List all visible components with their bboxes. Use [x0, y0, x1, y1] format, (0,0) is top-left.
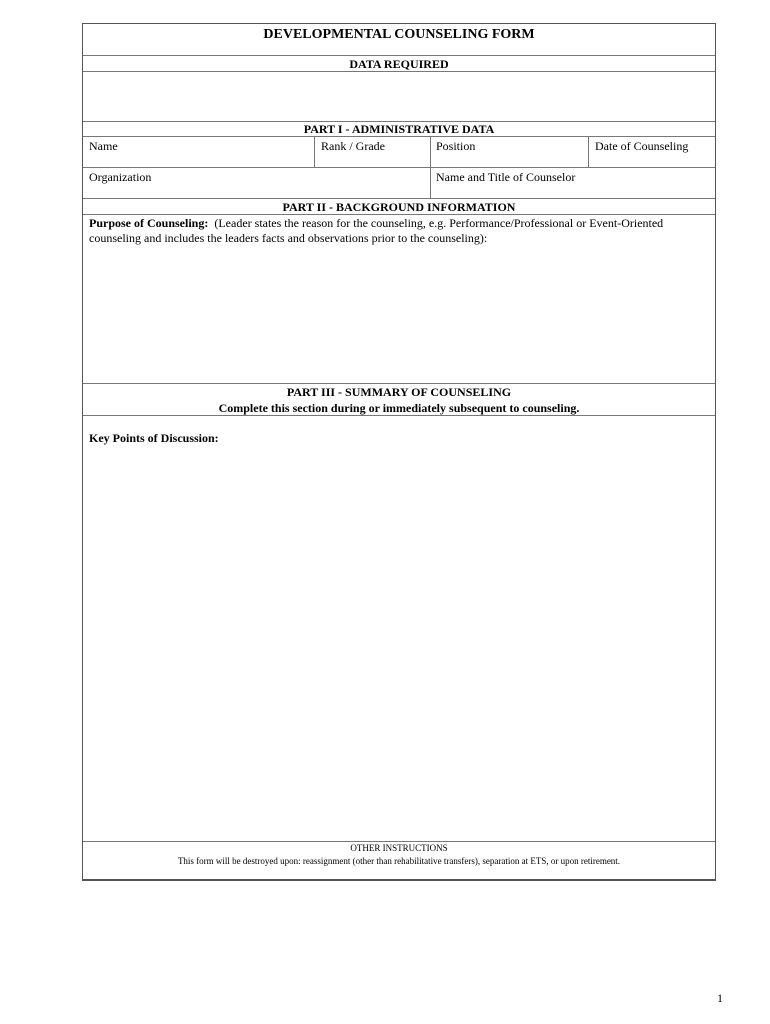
- column-divider: [588, 136, 589, 167]
- purpose-label: Purpose of Counseling:: [89, 216, 209, 230]
- counseling-form: [82, 23, 716, 881]
- divider: [83, 841, 715, 842]
- divider: [83, 167, 715, 168]
- divider: [83, 415, 715, 416]
- rank-grade-label: Rank / Grade: [321, 139, 385, 153]
- name-label: Name: [89, 139, 118, 153]
- page-number: 1: [717, 991, 723, 1005]
- part1-heading: PART I - ADMINISTRATIVE DATA: [303, 122, 495, 136]
- divider: [83, 198, 715, 199]
- divider: [83, 214, 715, 215]
- form-title: DEVELOPMENTAL COUNSELING FORM: [263, 27, 535, 42]
- data-required-heading: DATA REQUIRED: [349, 57, 449, 71]
- date-of-counseling-label: Date of Counseling: [595, 139, 689, 153]
- organization-label: Organization: [89, 170, 152, 184]
- divider: [83, 383, 715, 384]
- part3-heading: PART III - SUMMARY OF COUNSELING: [286, 385, 512, 399]
- divider: [83, 136, 715, 137]
- key-points-label: Key Points of Discussion:: [89, 431, 219, 445]
- position-label: Position: [436, 139, 476, 153]
- part2-heading: PART II - BACKGROUND INFORMATION: [282, 200, 516, 214]
- part3-subheading: Complete this section during or immediately subsequent to counseling.: [218, 401, 580, 415]
- data-required-field[interactable]: [83, 72, 715, 121]
- other-instructions-text: This form will be destroyed upon: reassignment (other than rehabilitative transfers), separation at ETS, or upon retirement.: [177, 856, 621, 866]
- purpose-of-counseling: [89, 216, 709, 246]
- purpose-instructions: (Leader states the reason for the counseling, e.g. Performance/Professional or Event-Oriented counseling and includes the leaders facts and observations prior to the counseling):: [89, 216, 664, 245]
- divider: [83, 55, 715, 56]
- counselor-name-title-label: Name and Title of Counselor: [436, 170, 576, 184]
- column-divider: [314, 136, 315, 167]
- other-instructions-heading: OTHER INSTRUCTIONS: [350, 843, 448, 853]
